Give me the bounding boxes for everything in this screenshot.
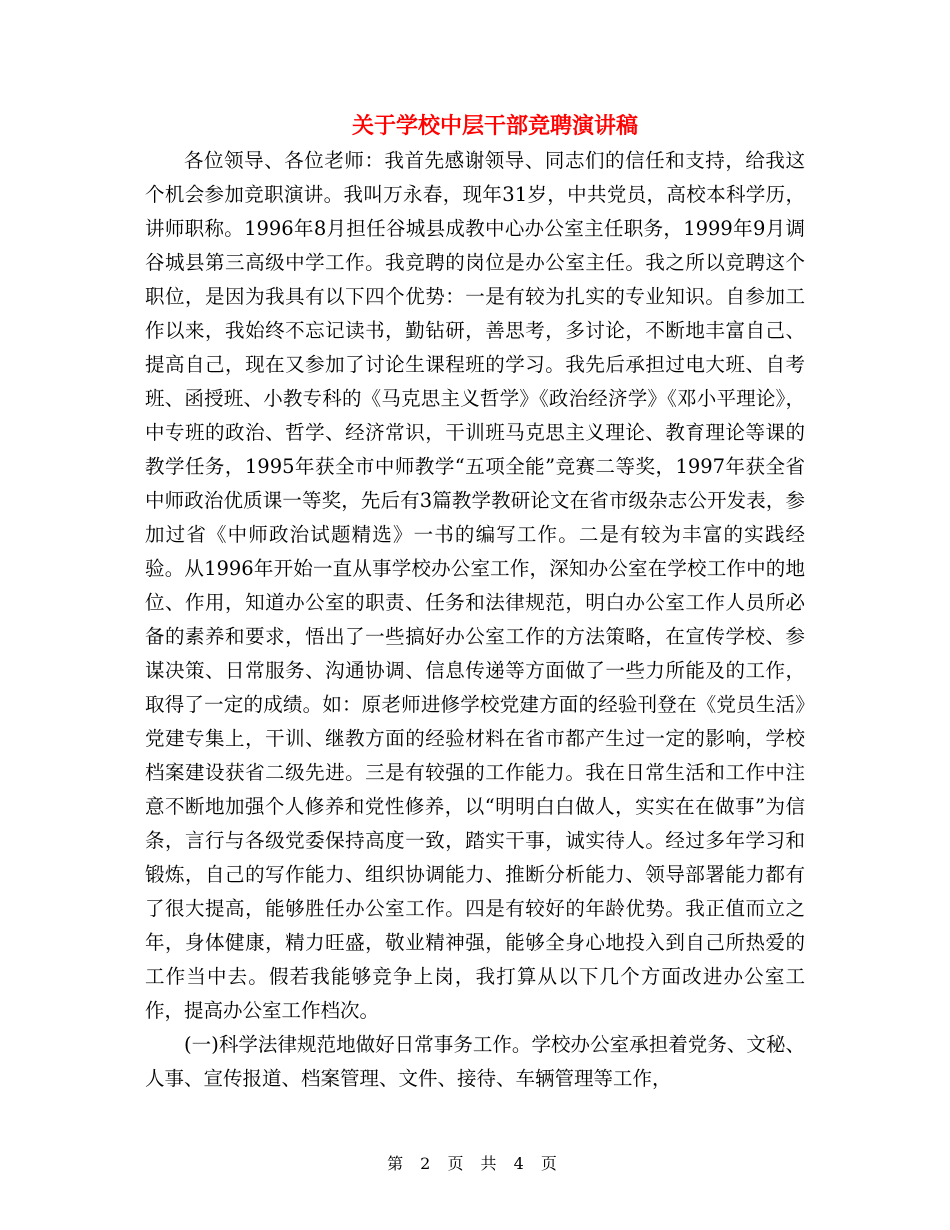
paragraph-2: (一)科学法律规范地做好日常事务工作。学校办公室承担着党务、文秘、人事、宣传报道、档案管理、文件、接待、车辆管理等工作， <box>145 1033 805 1090</box>
document-body <box>145 144 805 1096</box>
document-title: 关于学校中层干部竞聘演讲稿 <box>351 113 638 139</box>
paragraph-1: 各位领导、各位老师：我首先感谢领导、同志们的信任和支持，给我这个机会参加竞职演讲。我叫万永春，现年31岁，中共党员，高校本科学历，讲师职称。1996年8月担任谷城县成教中心办公室主任职务，1999年9月调谷城县第三高级中学工作。我竞聘的岗位是办公室主任。我之所以竞聘这个职位，是因为我具有以下四个优势：一是有较为扎实的专业知识。自参加工作以来，我始终不忘记读书，勤钻研，善思考，多讨论，不断地丰富自己、提高自己，现在又参加了讨论生课程班的学习。我先后承担过电大班、自考班、函授班、小教专科的《马克思主义哲学》《政治经济学》《邓小平理论》，中专班的政治、哲学、经济常识，干训班马克思主义理论、教育理论等课的教学任务，1995年获全市中师教学“五项全能”竞赛二等奖，1997年获全省中师政治优质课一等奖，先后有3篇教学教研论文在省市级杂志公开发表，参加过省《中师政治试题精选》一书的编写工作。二是有较为丰富的实践经验。从1996年开始一直从事学校办公室工作，深知办公室在学校工作中的地位、作用，知道办公室的职责、任务和法律规范，明白办公室工作人员所必备的素养和要求，悟出了一些搞好办公室工作的方法策略，在宣传学校、参谋决策、日常服务、沟通协调、信息传递等方面做了一些力所能及的工作，取得了一定的成绩。如：原老师进修学校党建方面的经验刊登在《党员生活》党建专集上，干训、继教方面的经验材料在省市都产生过一定的影响，学校档案建设获省二级先进。三是有较强的工作能力。我在日常生活和工作中注意不断地加强个人修养和党性修养，以“明明白白做人，实实在在做事”为信条，言行与各级党委保持高度一致，踏实干事，诚实待人。经过多年学习和锻炼，自己的写作能力、组织协调能力、推断分析能力、领导部署能力都有了很大提高，能够胜任办公室工作。四是有较好的年龄优势。我正值而立之年，身体健康，精力旺盛，敬业精神强，能够全身心地投入到自己所热爱的工作当中去。假若我能够竞争上岗，我打算从以下几个方面改进办公室工作，提高办公室工作档次。 <box>145 149 805 1022</box>
page-footer: 第 2 页 共 4 页 <box>387 1154 563 1173</box>
